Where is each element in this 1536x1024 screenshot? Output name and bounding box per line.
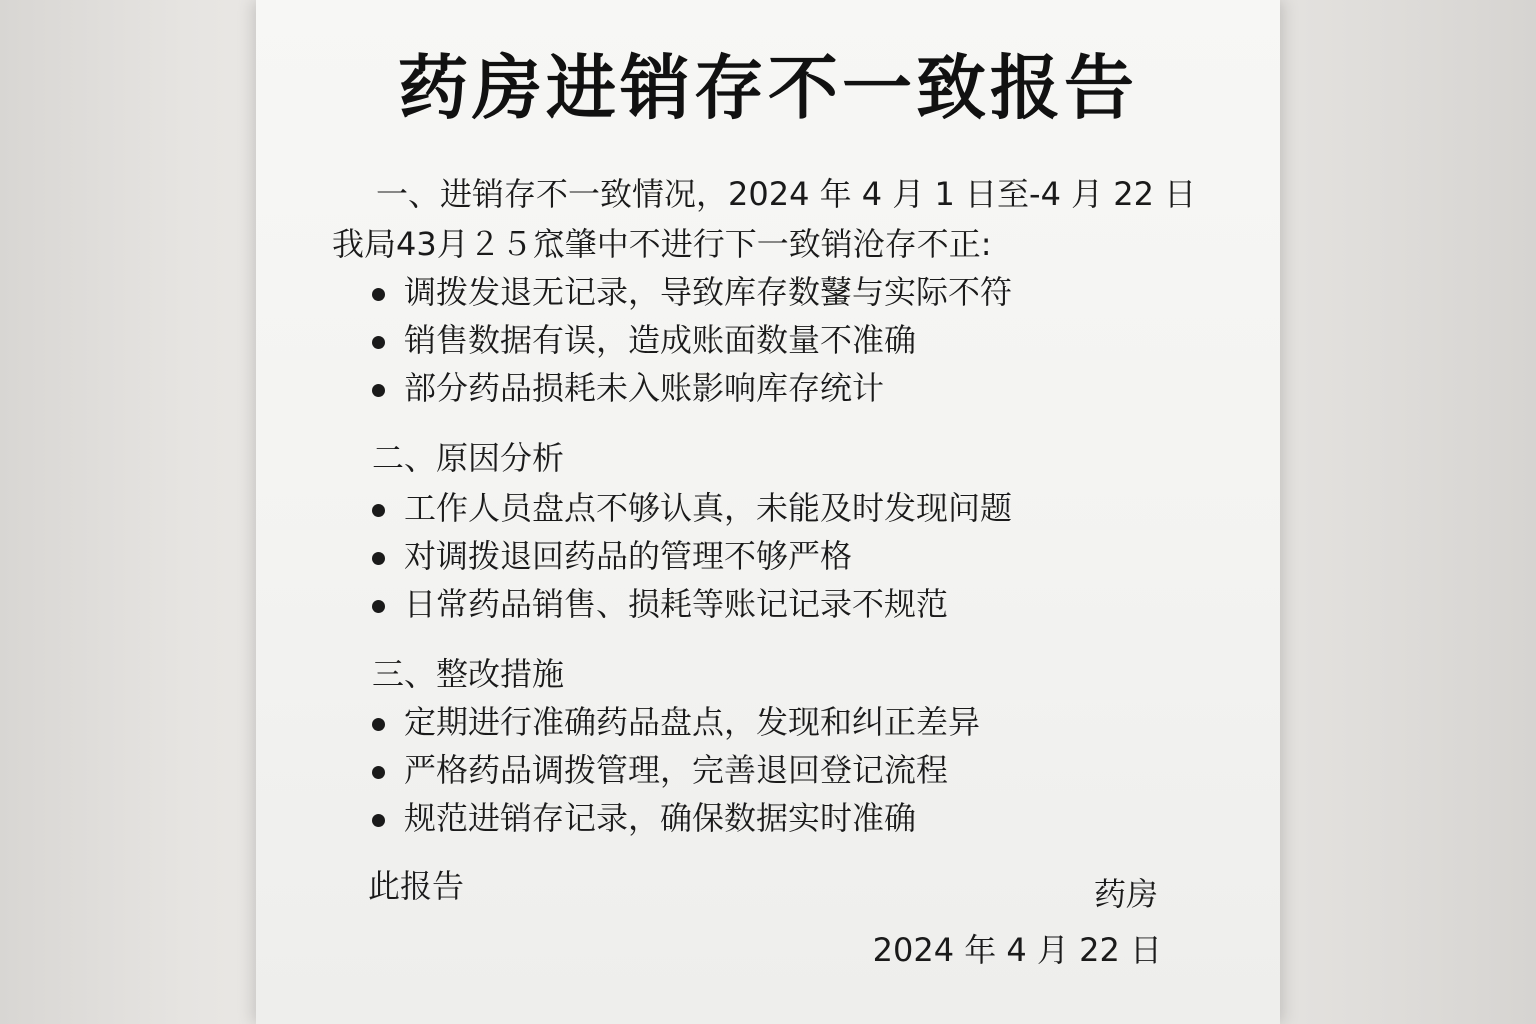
bullet-icon [372, 336, 385, 349]
signature-department: 药房 [1093, 875, 1158, 913]
list-item-text: 对调拨退回药品的管理不够严格 [404, 537, 853, 575]
bullet-icon [372, 384, 385, 397]
list-item-text: 日常药品销售、损耗等账记记录不规范 [404, 585, 949, 623]
section-2-heading: 二、原因分析 [372, 439, 565, 477]
section-1-heading: 一、进销存不一致情况，2024 年 4 月 1 日至-4 月 22 日 [376, 175, 1197, 213]
bullet-icon [372, 814, 385, 827]
report-date: 2024 年 4 月 22 日 [872, 931, 1162, 969]
bullet-icon [372, 504, 385, 517]
list-item-text: 定期进行准确药品盘点，发现和纠正差异 [404, 703, 981, 741]
closing-text: 此报告 [368, 867, 465, 905]
list-item-text: 严格药品调拨管理，完善退回登记流程 [404, 751, 949, 789]
list-item-text: 调拨发退无记录，导致库存数鼜与实际不符 [404, 273, 1013, 311]
report-paper [256, 0, 1280, 1024]
list-item-text: 部分药品损耗未入账影响库存统计 [404, 369, 885, 407]
section-3-heading: 三、整改措施 [372, 655, 565, 693]
bullet-icon [372, 600, 385, 613]
section-1-intro: 我局43月２５窊肇中不进行下一致销沧存不正: [332, 225, 992, 263]
bullet-icon [372, 288, 385, 301]
list-item-text: 规范进销存记录，确保数据实时准确 [404, 799, 917, 837]
report-title: 药房进销存不一致报告 [398, 47, 1138, 129]
bullet-icon [372, 552, 385, 565]
list-item-text: 工作人员盘点不够认真，未能及时发现问题 [404, 489, 1013, 527]
list-item-text: 销售数据有误，造成账面数量不准确 [404, 321, 917, 359]
bullet-icon [372, 766, 385, 779]
bullet-icon [372, 718, 385, 731]
